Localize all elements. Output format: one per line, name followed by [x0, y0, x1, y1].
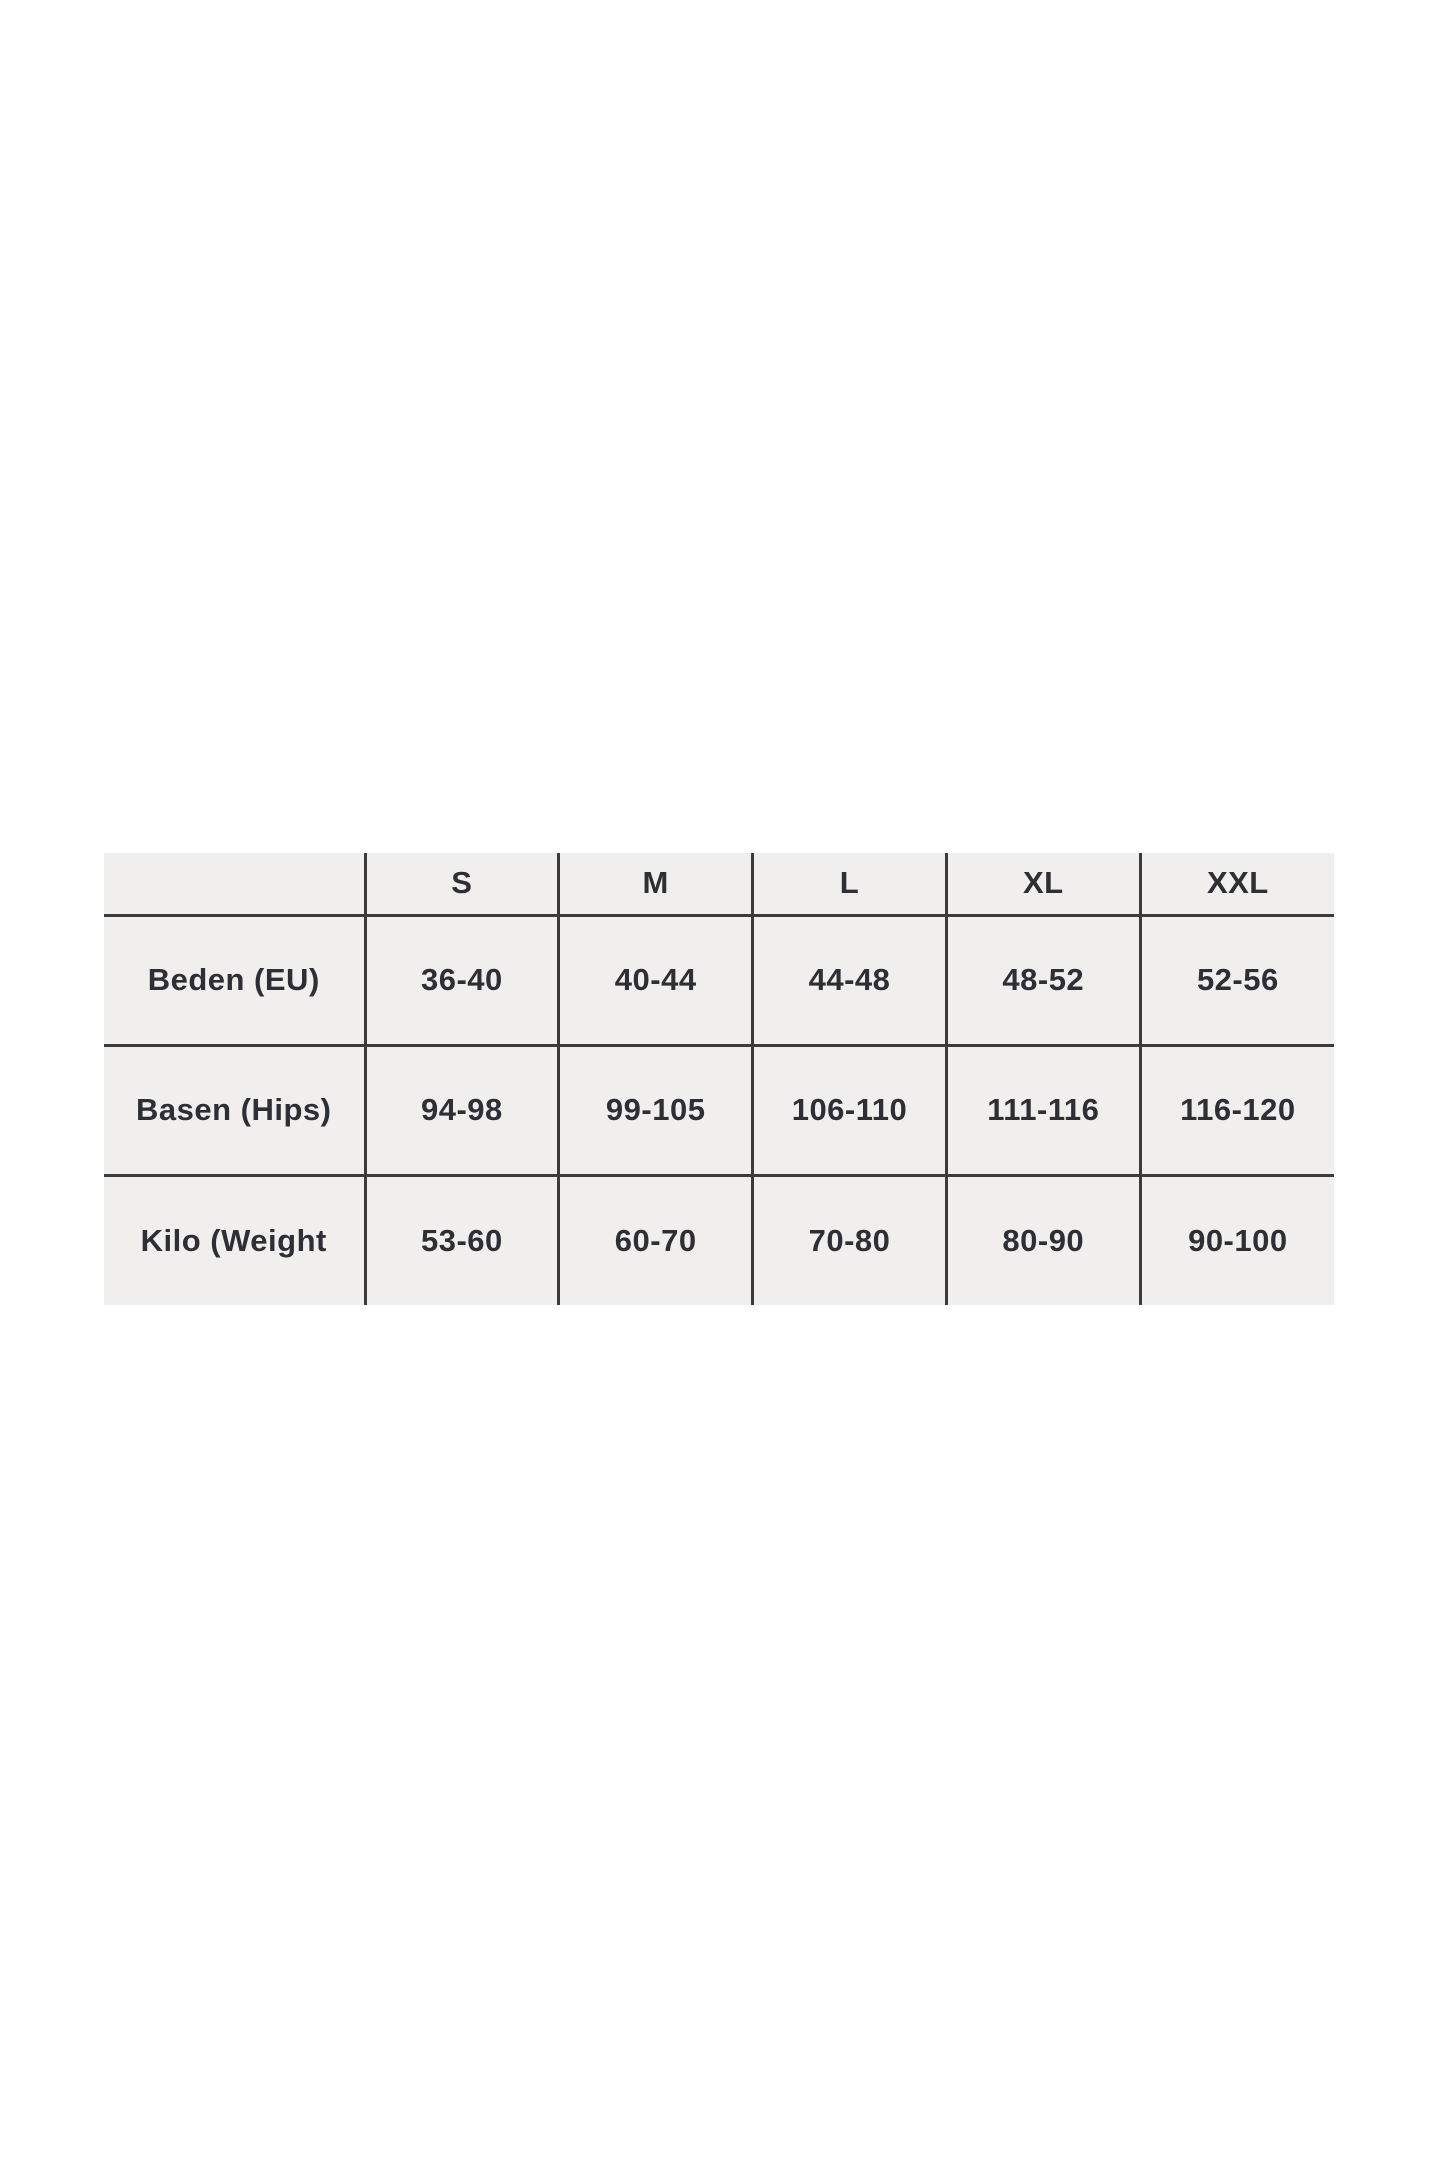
- row-label-kilo-weight: Kilo (Weight: [104, 1175, 365, 1305]
- table-cell: 106-110: [753, 1045, 947, 1175]
- table-cell: 116-120: [1140, 1045, 1334, 1175]
- header-cell-size-m: M: [559, 853, 753, 915]
- table-cell: 60-70: [559, 1175, 753, 1305]
- table-cell: 44-48: [753, 915, 947, 1045]
- table-cell: 36-40: [365, 915, 559, 1045]
- table-row-basen-hips: [104, 1045, 1334, 1175]
- table-cell: 53-60: [365, 1175, 559, 1305]
- header-row: [104, 853, 1334, 915]
- table-cell: 111-116: [946, 1045, 1140, 1175]
- table-cell: 90-100: [1140, 1175, 1334, 1305]
- row-label-basen-hips: Basen (Hips): [104, 1045, 365, 1175]
- header-cell-size-l: L: [753, 853, 947, 915]
- table-cell: 48-52: [946, 915, 1140, 1045]
- header-cell-size-s: S: [365, 853, 559, 915]
- table-cell: 70-80: [753, 1175, 947, 1305]
- table-cell: 52-56: [1140, 915, 1334, 1045]
- table-cell: 99-105: [559, 1045, 753, 1175]
- size-chart-table: [104, 853, 1334, 1305]
- table-row-beden-eu: [104, 915, 1334, 1045]
- table-cell: 40-44: [559, 915, 753, 1045]
- table-cell: 94-98: [365, 1045, 559, 1175]
- header-cell-size-xxl: XXL: [1140, 853, 1334, 915]
- table-row-kilo-weight: [104, 1175, 1334, 1305]
- table-cell: 80-90: [946, 1175, 1140, 1305]
- header-cell-blank: [104, 853, 365, 915]
- row-label-beden-eu: Beden (EU): [104, 915, 365, 1045]
- header-cell-size-xl: XL: [946, 853, 1140, 915]
